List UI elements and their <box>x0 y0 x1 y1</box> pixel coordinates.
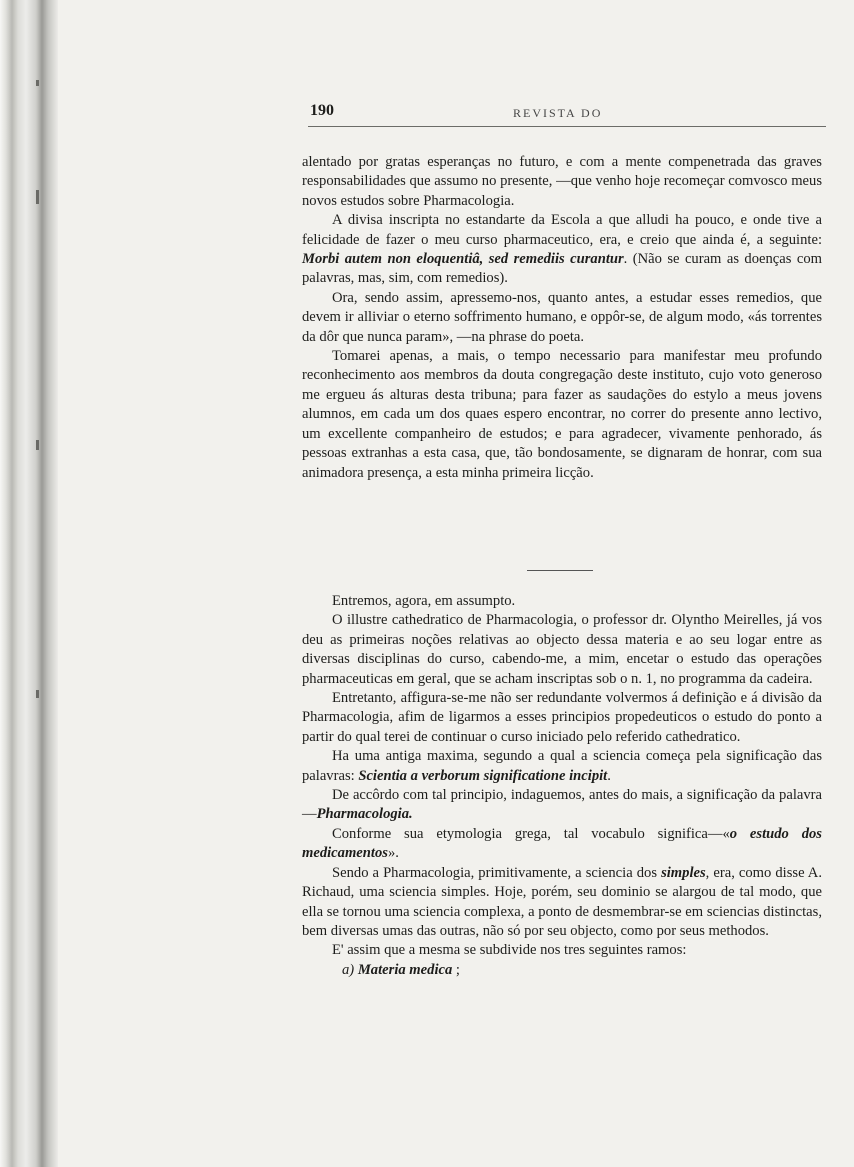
text-run: E' assim que a mesma se subdivide nos tres seguintes ramos: <box>332 942 687 959</box>
section-separator <box>527 570 593 571</box>
list-item-suffix: ; <box>452 961 460 978</box>
text-run: . <box>607 767 611 784</box>
text-run: ». <box>387 845 399 862</box>
text-run: O illustre cathedratico de Pharmacologia, o professor dr. Olyntho Meirelles, já vos deu as primeiras noções relativas ao objecto dessa materia e ao seu logar entre as diversas disciplinas do curso, cabendo-me, a mim, encetar o estudo das operações pharmaceuticas em geral, que se acham inscriptas sob o n. 1, no programma da cadeira. <box>302 612 822 687</box>
text-run: De accôrdo com tal principio, indaguemos, antes do mais, a significação da palavra— <box>302 787 822 823</box>
paragraph <box>302 786 822 825</box>
text-section-intro <box>302 153 822 483</box>
italic-text: Scientia a verborum significatione incipit <box>358 767 608 784</box>
text-run: Tomarei apenas, a mais, o tempo necessario para manifestar meu profundo reconhecimento aos membros da douta congregação deste instituto, cujo voto generoso me ergueu ás alturas desta tribuna; para fazer as saudações do estylo a meus jovens alumnos, em cada um dos quaes espero encontrar, no correr do presente anno lectivo, um excellente companheiro de estudos; e para agradecer, vivamente penhorado, ás pessoas extranhas a esta casa, que, tão bondosamente, se dignaram de honrar, com sua animadora presença, a esta minha primeira licção. <box>302 348 822 481</box>
binding-mark <box>36 80 39 86</box>
page-header <box>308 102 826 127</box>
paragraph <box>302 864 822 942</box>
text-run: Sendo a Pharmacologia, primitivamente, a sciencia dos <box>332 864 662 881</box>
text-run: Entretanto, affigura-se-me não ser redundante volvermos á definição e á divisão da Pharmacologia, afim de ligarmos a esses principios propedeuticos o estudo do ponto a partir do qual terei de continuar o curso iniciado pelo referido cathedratico. <box>302 690 822 745</box>
italic-text: Morbi autem non eloquentiâ, sed remediis curantur <box>302 251 624 268</box>
list-item <box>302 961 822 980</box>
paragraph <box>302 153 822 211</box>
italic-text: Pharmacologia. <box>316 806 413 823</box>
binding-mark <box>36 190 39 204</box>
paragraph <box>302 611 822 689</box>
binding-mark <box>36 440 39 450</box>
page-number: 190 <box>310 102 334 119</box>
paragraph <box>302 825 822 864</box>
paragraph <box>302 347 822 483</box>
binding-mark <box>36 690 39 698</box>
paragraph <box>302 689 822 747</box>
italic-text: o estudo dos medicamentos <box>302 825 822 862</box>
text-run: , era, como disse A. Richaud, uma sciencia simples. Hoje, porém, seu dominio se alargou de tal modo, que ella se tornou uma sciencia complexa, a ponto de desmembrar-se em sciencias distinctas, bem diversas umas das outras, não só por seu objecto, como por seus methodos. <box>302 864 822 939</box>
text-run: . (Não se curam as doenças com palavras, mas, sim, com remedios). <box>302 251 822 287</box>
text-run: alentado por gratas esperanças no futuro, e com a mente compenetrada das graves responsabilidades que assumo no presente, —que venho hoje recomeçar comvosco meus novos estudos sobre Pharmacologia. <box>302 154 822 209</box>
text-run: Conforme sua etymologia grega, tal vocabulo significa—« <box>332 825 730 842</box>
list-marker: a) <box>342 961 355 978</box>
text-run: A divisa inscripta no estandarte da Escola a que alludi ha pouco, e onde tive a felicidade de fazer o meu curso pharmaceutico, era, e creio que ainda é, a seguinte: <box>302 212 822 248</box>
list-item-text: Materia medica <box>357 961 453 978</box>
running-title: REVISTA DO <box>513 106 603 120</box>
text-section-body <box>302 592 822 980</box>
paragraph <box>302 289 822 347</box>
paragraph <box>302 211 822 289</box>
paragraph <box>302 747 822 786</box>
paragraph <box>302 592 822 611</box>
text-run: Entremos, agora, em assumpto. <box>332 593 516 609</box>
italic-text: simples <box>661 864 706 881</box>
text-run: Ha uma antiga maxima, segundo a qual a sciencia começa pela significação das palavras: <box>302 748 822 784</box>
book-binding-edge <box>0 0 58 1167</box>
text-run: Ora, sendo assim, apressemo-nos, quanto antes, a estudar esses remedios, que devem ir alliviar o eterno soffrimento humano, e oppôr-se, de algum modo, «ás torrentes da dôr que nunca param», —na phrase do poeta. <box>302 289 822 345</box>
paragraph <box>302 941 822 960</box>
